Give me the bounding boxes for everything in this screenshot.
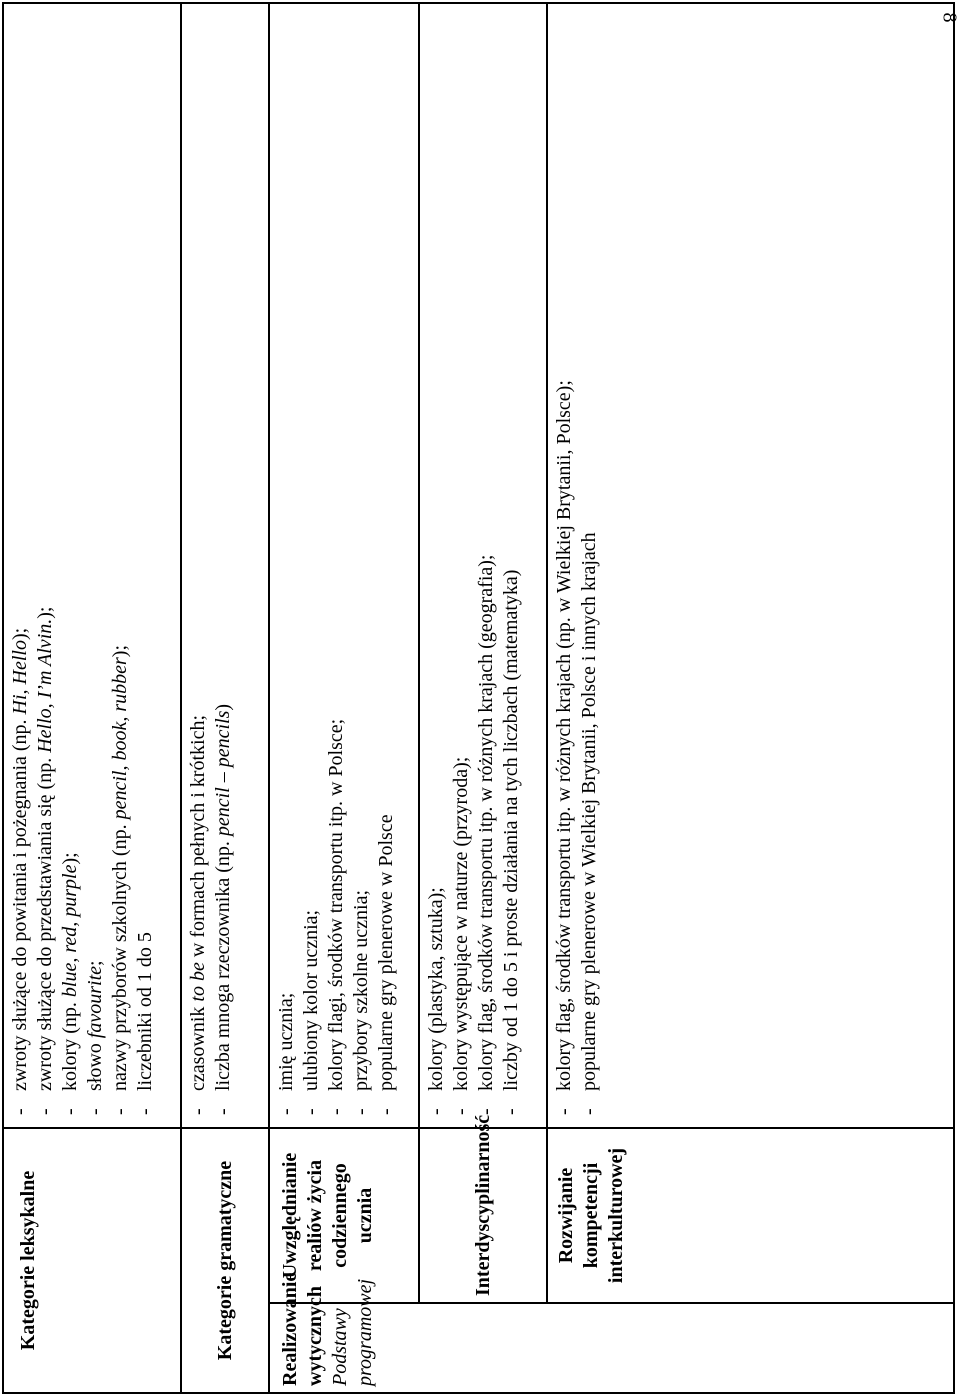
- guidelines-header-line1: Realizowanie: [279, 1272, 301, 1386]
- list-item: - popularne gry plenerowe w Polsce: [374, 10, 399, 1121]
- list-item: - kolory występujące w naturze (przyroda);: [449, 10, 474, 1121]
- list-item: - przybory szkolne ucznia;: [349, 10, 374, 1121]
- section-title-intercultural: Rozwijanie kompetencji interkulturowej: [547, 1128, 954, 1303]
- page-number: 8: [938, 12, 960, 23]
- list-item: - kolory (plastyka, sztuka);: [424, 10, 449, 1121]
- lexical-row: [3, 3, 181, 1393]
- list-item: - kolory flag, środków transportu itp. w różnych krajach (np. w Wielkiej Brytanii, Polsce);: [552, 10, 577, 1121]
- section-list-intercultural: [552, 10, 602, 1121]
- section-list-realia: [274, 10, 399, 1121]
- guidelines-header-line3: Podstawy: [329, 1308, 351, 1386]
- section-list-interdisciplinary: [424, 10, 524, 1121]
- section-content-interdisciplinary: [419, 3, 547, 1128]
- guidelines-row-1: [269, 3, 419, 1393]
- grammar-header: Kategorie gramatyczne: [181, 1128, 269, 1393]
- list-item: - liczby od 1 do 5 i proste działania na tych liczbach (matematyka): [499, 10, 524, 1121]
- lexical-item: - zwroty służące do przedstawiania się (np. Hello, I’m Alvin.);: [33, 10, 58, 1121]
- section-title-interdisciplinary: Interdyscyplinarność: [419, 1128, 547, 1303]
- lexical-content: [3, 3, 181, 1128]
- lexical-item: - liczebniki od 1 do 5: [133, 10, 158, 1121]
- lexical-item: - słowo favourite;: [83, 10, 108, 1121]
- guidelines-row-3: [547, 3, 954, 1393]
- lexical-item: - nazwy przyborów szkolnych (np. pencil, book, rubber);: [108, 10, 133, 1121]
- list-item: - popularne gry plenerowe w Wielkiej Brytanii, Polsce i innych krajach: [577, 10, 602, 1121]
- lexical-header: Kategorie leksykalne: [3, 1128, 181, 1393]
- grammar-list: [186, 10, 236, 1121]
- guidelines-header: [269, 1272, 954, 1393]
- grammar-item: - liczba mnoga rzeczownika (np. pencil – pencils): [211, 10, 236, 1121]
- list-item: - kolory flagi, środków transportu itp. w Polsce;: [324, 10, 349, 1121]
- grammar-content: [181, 3, 269, 1128]
- guidelines-row-2: [419, 3, 547, 1393]
- section-title-realia: Uwzględnianie realiów życia codziennego ucznia: [269, 1128, 419, 1303]
- list-item: - kolory flag, środków transportu itp. w różnych krajach (geografia);: [474, 10, 499, 1121]
- list-item: - ulubiony kolor ucznia;: [299, 10, 324, 1121]
- lexical-list: [8, 10, 158, 1121]
- grammar-item: - czasownik to be w formach pełnych i krótkich;: [186, 10, 211, 1121]
- guidelines-header-line4: programowej: [354, 1278, 376, 1386]
- section-content-intercultural: [547, 3, 954, 1128]
- list-item: - imię ucznia;: [274, 10, 299, 1121]
- section-content-realia: [269, 3, 419, 1128]
- grammar-row: [181, 3, 269, 1393]
- lexical-item: - zwroty służące do powitania i pożegnania (np. Hi, Hello);: [8, 10, 33, 1121]
- lexical-item: - kolory (np. blue, red, purple);: [58, 10, 83, 1121]
- guidelines-header-line2: wytycznych: [304, 1286, 326, 1386]
- curriculum-table: [2, 2, 955, 1394]
